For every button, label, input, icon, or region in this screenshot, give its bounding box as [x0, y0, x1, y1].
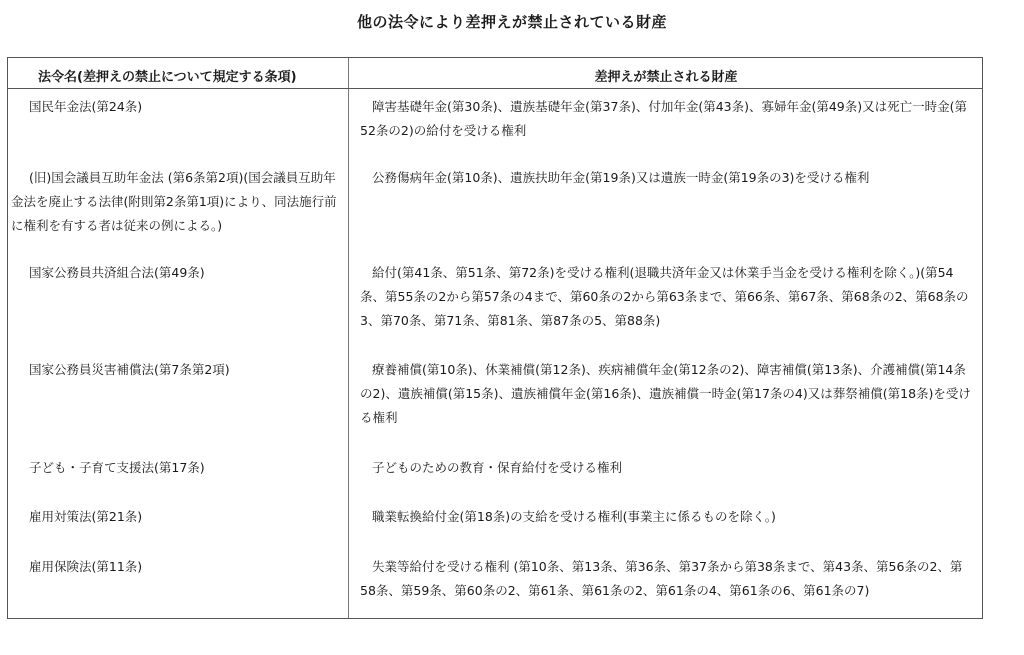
property-table [7, 57, 983, 619]
law-cell: 子ども・子育て支援法(第17条) [29, 460, 205, 475]
property-cell: 公務傷病年金(第10条)、遺族扶助年金(第19条)又は遺族一時金(第19条の3)を受ける権利 [372, 170, 870, 185]
law-cell: 国民年金法(第24条) [29, 99, 143, 114]
property-cell: 障害基礎年金(第30条)、遺族基礎年金(第37条)、付加年金(第43条)、寡婦年金(第49条)又は死亡一時金(第52条の2)の給付を受ける権利 [360, 99, 968, 138]
column-divider [348, 58, 349, 618]
property-cell: 子どものための教育・保育給付を受ける権利 [372, 460, 623, 475]
law-cell: 雇用対策法(第21条) [29, 509, 143, 524]
property-cell: 職業転換給付金(第18条)の支給を受ける権利(事業主に係るものを除く。) [372, 509, 776, 524]
document-title: 他の法令により差押えが禁止されている財産 [356, 13, 667, 31]
header-property: 差押えが禁止される財産 [594, 70, 738, 85]
law-cell: 国家公務員災害補償法(第7条第2項) [29, 362, 230, 377]
header-law-name: 法令名(差押えの禁止について規定する条項) [38, 70, 297, 85]
law-cell: 雇用保険法(第11条) [29, 559, 143, 574]
property-cell: 失業等給付を受ける権利 (第10条、第13条、第36条、第37条から第38条まで、第43条、第56条の2、第58条、第59条、第60条の2、第61条、第61条の2、第61条の4、第61条の6、第61条の7) [360, 559, 963, 598]
header-divider [8, 88, 982, 89]
property-cell: 療養補償(第10条)、休業補償(第12条)、疾病補償年金(第12条の2)、障害補償(第13条)、介護補償(第14条の2)、遺族補償(第15条)、遺族補償年金(第16条)、遺族補償一時金(第17条の4)又は葬祭補償(第18条)を受ける権利 [360, 362, 971, 425]
property-cell: 給付(第41条、第51条、第72条)を受ける権利(退職共済年金又は休業手当金を受ける権利を除く。)(第54条、第55条の2から第57条の4まで、第60条の2から第63条まで、第66条、第67条、第68条の2、第68条の3、第70条、第71条、第81条、第87条の5、第88条) [360, 265, 969, 328]
law-cell: (旧)国会議員互助年金法 (第6条第2項)(国会議員互助年金法を廃止する法律(附則第2条第1項)により、同法施行前に権利を有する者は従来の例による。) [11, 170, 337, 233]
law-cell: 国家公務員共済組合法(第49条) [29, 265, 205, 280]
